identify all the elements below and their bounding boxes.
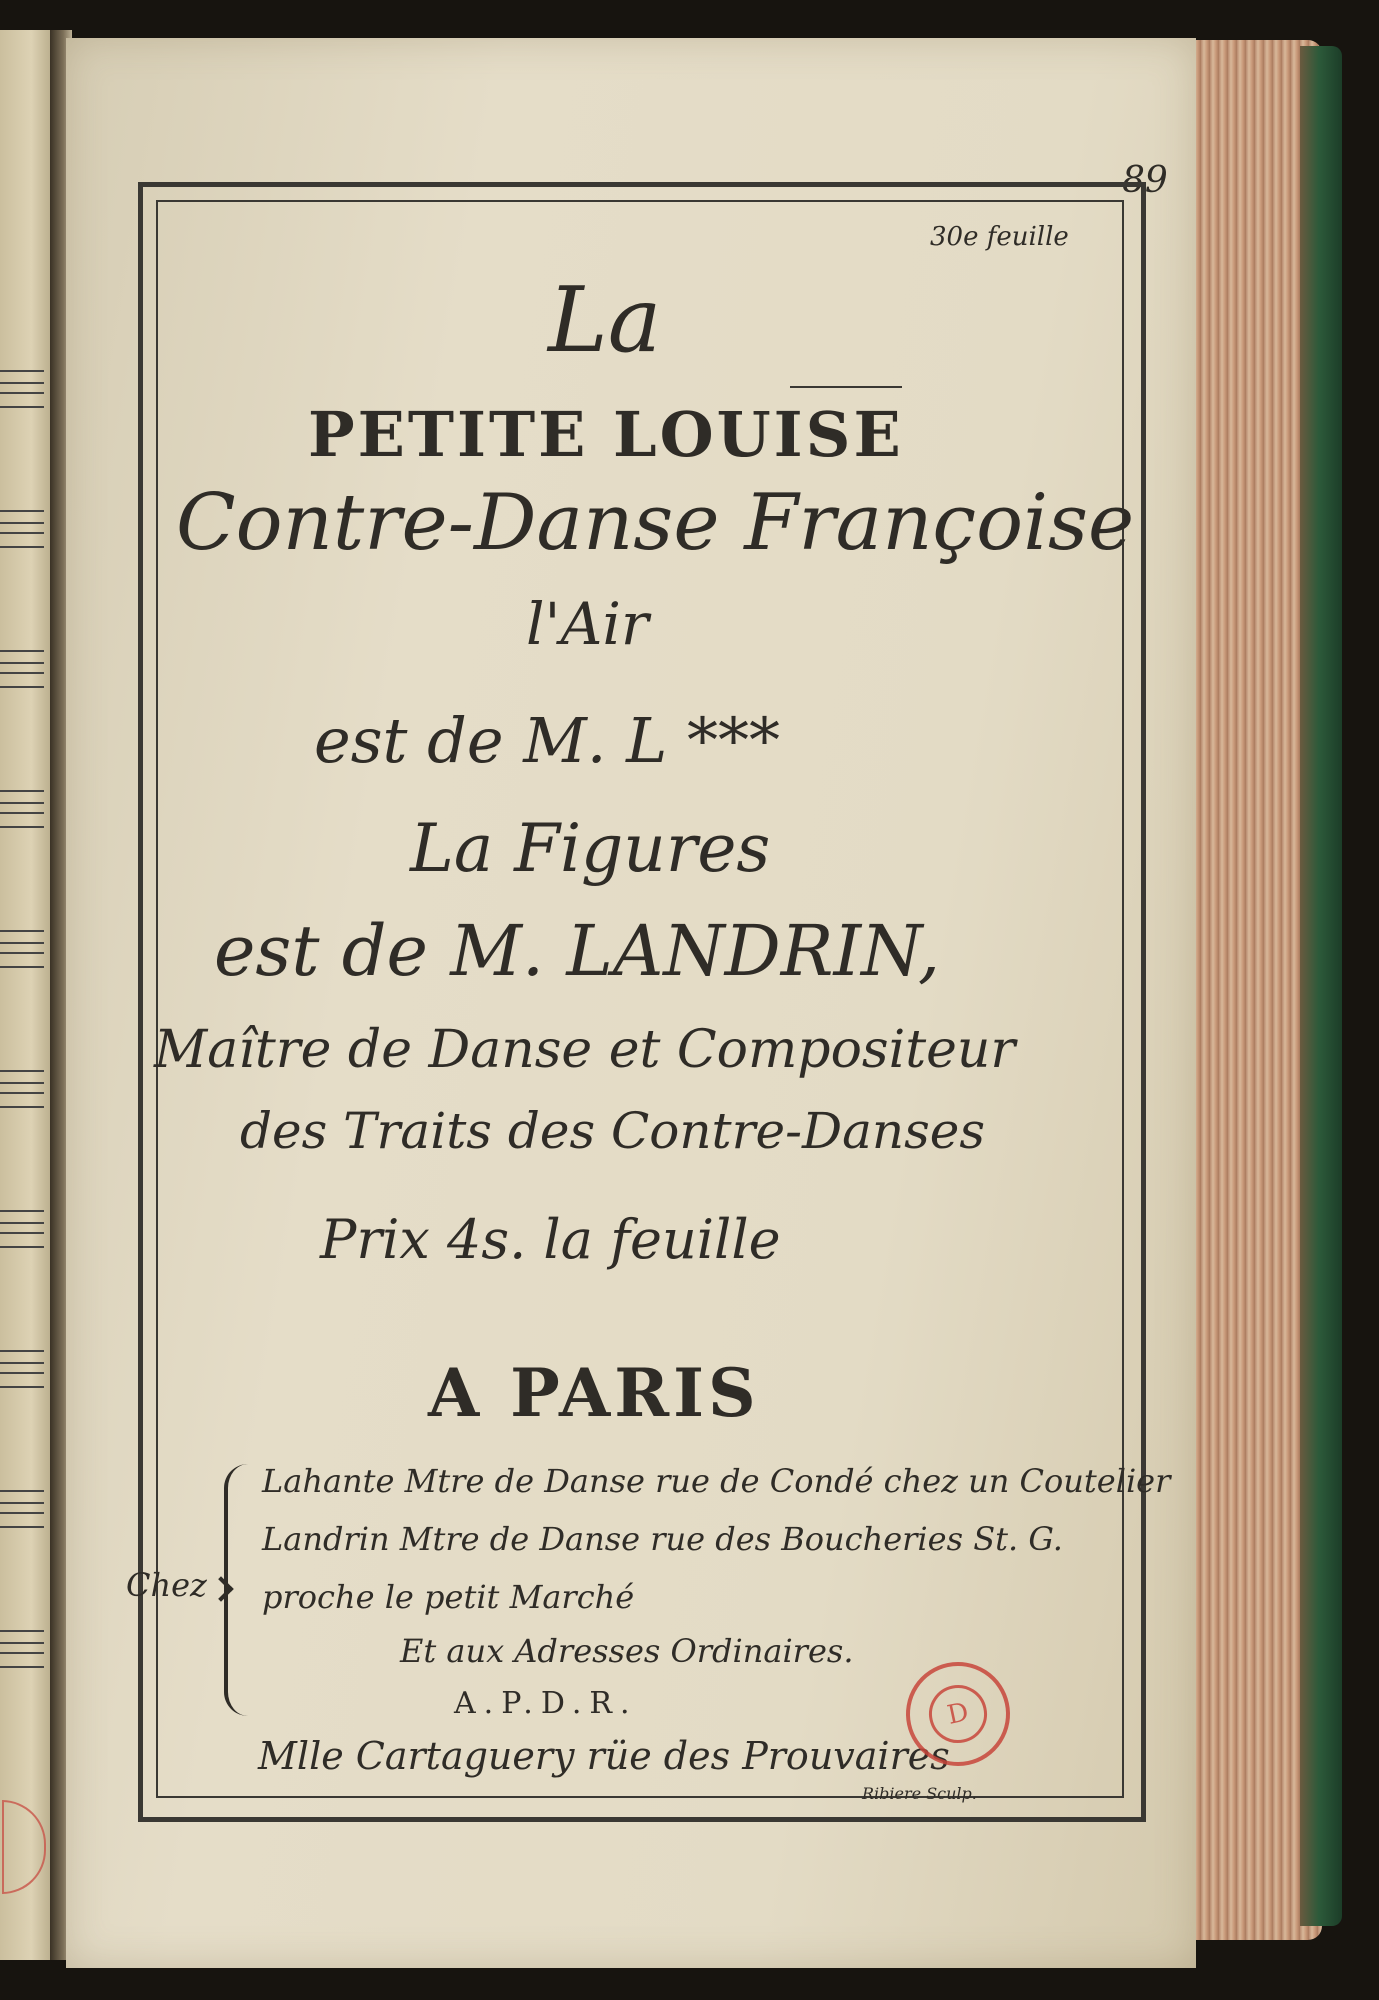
title-rule — [790, 386, 902, 388]
choreographer-line: est de M. LANDRIN, — [214, 910, 941, 992]
privilege-mark: A.P.D.R. — [454, 1686, 638, 1721]
seller-address: Lahante Mtre de Danse rue de Condé chez un Coutelier — [262, 1462, 1171, 1500]
title-article: La — [548, 268, 662, 373]
music-staff — [0, 1210, 44, 1248]
previous-page-edge — [0, 30, 52, 1960]
music-staff — [0, 790, 44, 828]
book-cover-edge — [1300, 46, 1342, 1926]
music-staff — [0, 510, 44, 548]
seller-address: Et aux Adresses Ordinaires. — [400, 1632, 854, 1670]
figures-line: La Figures — [410, 810, 771, 887]
sheet-label: 30e feuille — [930, 222, 1069, 252]
composer-line: est de M. L *** — [314, 704, 780, 777]
page-number: 89 — [1122, 160, 1168, 201]
library-stamp-fragment — [2, 1800, 46, 1894]
music-staff — [0, 1070, 44, 1108]
main-title: PETITE LOUISE — [308, 398, 904, 471]
price-line: Prix 4s. la feuille — [320, 1208, 781, 1271]
music-staff — [0, 650, 44, 688]
chez-label: Chez — [126, 1566, 207, 1604]
music-staff — [0, 370, 44, 408]
music-staff — [0, 1490, 44, 1528]
city-line: A PARIS — [428, 1354, 760, 1432]
music-staff — [0, 1350, 44, 1388]
stamp-letter: D — [924, 1680, 993, 1749]
seller-address: Landrin Mtre de Danse rue des Boucheries St. G. — [262, 1520, 1063, 1558]
music-staff — [0, 1630, 44, 1668]
music-staff — [0, 930, 44, 968]
engraver-credit: Ribiere Sculp. — [862, 1784, 977, 1803]
subtitle: Contre-Danse Françoise — [176, 478, 1135, 568]
profession-line-continued: des Traits des Contre-Danses — [240, 1102, 986, 1160]
air-line: l'Air — [526, 590, 649, 658]
publisher-line: Mlle Cartaguery rüe des Prouvaires — [258, 1734, 950, 1778]
profession-line: Maître de Danse et Compositeur — [154, 1020, 1016, 1080]
seller-address: proche le petit Marché — [262, 1578, 635, 1616]
